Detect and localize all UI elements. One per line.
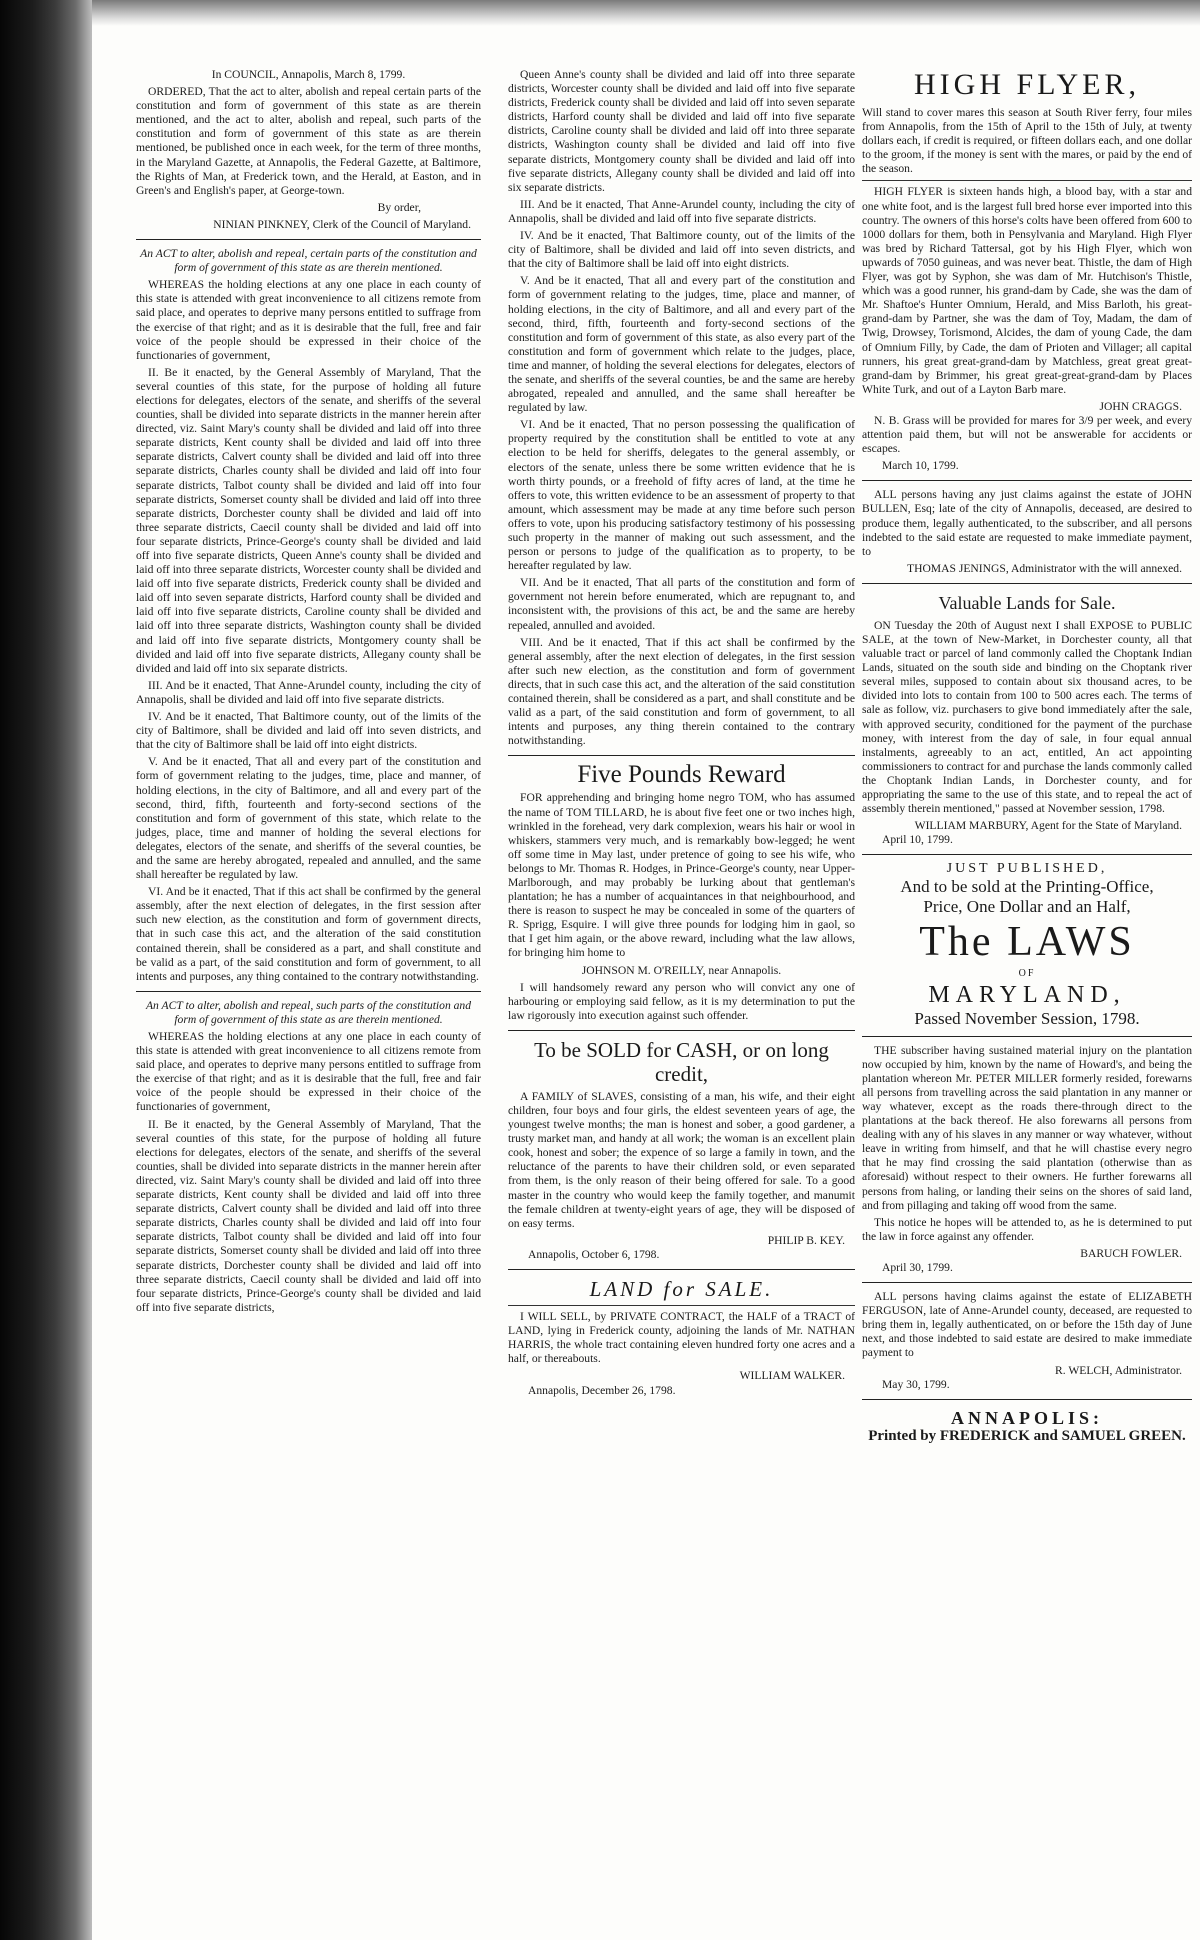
high-flyer-signature: JOHN CRAGGS. xyxy=(1099,399,1182,413)
sale-text: A FAMILY of SLAVES, consisting of a man, his wife, and their eight children, four boys and four girls, the eldest seventeen years of age, the youngest twelve months; the man is honest and sober, a good gardener, a trusty market man, and handy at all work; the woman is an excellent plain cook, honest and sober; the expence of so large a family in town, and the reluctance of the parents to have their children sold, or even separated from them, is the only reason of their being offered for sale. To a good master in the country who would keep the family together, and manumit the female children at twenty-eight years of age, they will be disposed of on easy terms. xyxy=(508,1089,855,1230)
divider xyxy=(136,239,481,240)
ferguson-date: May 30, 1799. xyxy=(882,1377,950,1391)
section-7: VII. And be it enacted, That all parts of the constitution and form of government not herein before enumerated, which are repugnant to, and inconsistent with, the provisions of this act, be and the same are hereby repealed, annulled and avoided. xyxy=(508,576,855,632)
by-order: By order, xyxy=(377,200,421,214)
divider xyxy=(862,480,1192,481)
act1-section-3: III. And be it enacted, That Anne-Arundel county, including the city of Annapolis, shall be divided and laid off into five separate districts. xyxy=(136,678,481,706)
sale-date: Annapolis, October 6, 1798. xyxy=(528,1247,660,1261)
column-right xyxy=(862,68,1192,1443)
maryland-title: MARYLAND, xyxy=(928,981,1126,1008)
fowler-date: April 30, 1799. xyxy=(882,1261,953,1274)
page-binding-shadow xyxy=(0,0,92,1940)
reward-signature: JOHNSON M. O'REILLY, near Annapolis. xyxy=(581,963,782,977)
divider xyxy=(862,1036,1192,1037)
land-title: LAND for SALE. xyxy=(589,1277,774,1302)
divider xyxy=(862,854,1192,855)
land-signature: WILLIAM WALKER. xyxy=(739,1369,845,1383)
valuable-lands-title: Valuable Lands for Sale. xyxy=(938,592,1116,613)
section-6: VI. And be it enacted, That no person possessing the qualification of property required by the constitution shall be entitled to vote at any election to be held for sheriffs, delegates to the general assembly, or electors of the senate, unless there be some written evidence that he is worth thirty pounds, or a freehold of fifty acres of land, at the time he offers to vote, this written evidence to be an assessment of property to that amount, which assessment may be made at any time before such person offers to vote, upon his producing satisfactory testimony of his possessing such property in the manner of making out such assessment, and the person or persons to judge of the qualification as to property, to be hereafter regulated by law. xyxy=(508,418,855,573)
divider xyxy=(136,991,481,992)
price-line: Price, One Dollar and an Half, xyxy=(923,896,1131,916)
act1-section-4: IV. And be it enacted, That Baltimore county, out of the limits of the city of Baltimore, shall be divided and laid off into seven districts, and that the city of Baltimore shall be laid off into eight districts. xyxy=(136,710,481,752)
divider xyxy=(862,180,1192,181)
divider xyxy=(508,755,855,756)
act1-section-6: VI. And be it enacted, That if this act shall be confirmed by the general assembly, after the next election of delegates, in the first session after such new election, as the constitution and form of government directs, that in such case this act, and the alteration of the said constitution contained therein, shall be considered as a part, and shall constitute and be valid as a part, of the said constitution and form of government, to all intents and purposes, any thing contained to the contrary notwithstanding. xyxy=(136,885,481,983)
council-order: ORDERED, That the act to alter, abolish and repeal certain parts of the constitution and form of government of this state as are therein mentioned, and the act to alter, abolish and repeal, such parts of the constitution and form of government of this state as are therein mentioned, be published once in each week, for the term of three months, in the Maryland Gazette, at Annapolis, the Federal Gazette, at Baltimore, the Rights of Man, at Frederick town, and the Herald, at Easton, and in Green's and English's paper, at George-town. xyxy=(136,85,481,197)
column-left xyxy=(136,68,481,1318)
act1-section-2: II. Be it enacted, by the General Assembly of Maryland, That the several counties of this state, for the purpose of holding all future elections for delegates, electors of the senate, and sheriffs of the several counties, shall be divided into separate districts in the manner herein after directed, viz. Saint Mary's county shall be divided and laid off into three separate districts, Kent county shall be divided and laid off into three separate districts, Calvert county shall be divided and laid off into three separate districts, Charles county shall be divided and laid off into four separate districts, Talbot county shall be divided and laid off into four separate districts, Somerset county shall be divided and laid off into three separate districts, Dorchester county shall be divided and laid off into three separate districts, Caecil county shall be divided and laid off into four separate districts, Prince-George's county shall be divided and laid off into five separate districts, Queen Anne's county shall be divided and laid off into three separate districts, Worcester county shall be divided and laid off into five separate districts, Frederick county shall be divided and laid off into seven separate districts, Harford county shall be divided and laid off into five separate districts, Caroline county shall be divided and laid off into three separate districts, Washington county shall be divided and laid off into five separate districts, Montgomery county shall be divided and laid off into five separate districts, Allegany county shall be divided and laid off into six separate districts. xyxy=(136,365,481,675)
imprint-title: ANNAPOLIS: xyxy=(950,1407,1103,1428)
divider xyxy=(862,1282,1192,1283)
high-flyer-nb: N. B. Grass will be provided for mares for 3/9 per week, and every attention paid them, but will not be answerable for accidents or escapes. xyxy=(862,413,1192,456)
just-published: JUST PUBLISHED, xyxy=(946,861,1108,877)
act1-section-5: V. And be it enacted, That all and every part of the constitution and form of government relating to the judges, time, place and manner, of holding elections, in the city of Baltimore, and all and every part of the second, third, fifth, fourteenth and forty-second sections of the constitution and form of government of this state, which relate to the judges, place, time and manner of holding the several elections for delegates, electors of the senate, and sheriffs of the several counties, be and the same are hereby abrogated, repealed and annulled, and the same shall hereafter be regulated by law. xyxy=(136,755,481,882)
section-3: III. And be it enacted, That Anne-Arundel county, including the city of Annapolis, shall be divided and laid off into five separate districts. xyxy=(508,197,855,225)
reward-text: FOR apprehending and bringing home negro TOM, who has assumed the name of TOM TILLARD, he is about five feet one or two inches high, wrinkled in the forehead, very dark complexion, wears his hair or wool in whiskers, stammers very much, and is remarkably bow-legged; he went off some time in May last, under pretence of going to see his wife, who belongs to Mr. Thomas R. Hodges, in Prince-George's county, near Upper-Marlborough, and may probably be lurking about that gentleman's plantation; he has a number of acquaintances in that neighbourhood, and there is reason to suspect he may be concealed in some of the quarters of R. Sprigg, Esquire. I will give three pounds for lodging him in gaol, so that I get him again, or the above reward, including what the law allows, for bringing him home to xyxy=(508,791,855,960)
valuable-lands-date: April 10, 1799. xyxy=(882,833,953,847)
divider xyxy=(508,1030,855,1031)
high-flyer-text: HIGH FLYER is sixteen hands high, a blood bay, with a star and one white foot, and is the largest full bred horse ever imported into this country. The owners of this horse's colts have been offered from 600 to 1000 dollars for them, both in Pensylvania and Maryland. High Flyer was bred by Richard Tattersal, got by his High Flyer, which won upwards of 7050 guineas, and was never beat. Thistle, the dam of High Flyer, was got by Syphon, she was dam of Mr. Hutchison's Thistle, which was a good runner, his grand-dam by Cade, she was the dam of Mr. Shaftoe's Hunter Omnium, Herald, and Miss Barloth, his great-grand-dam by Partner, she was the dam of Toy, Madam, the dam of Twig, Drowsey, Torismond, Alcides, the dam of young Cade, the dam of Omnium Filly, by Cade, the dam of Prioten and Villager; all capital runners, his great great-grand-dam by Matchless, great great great-grand-dam by Brimmer, his great great-great-grand-dam by Places White Turk, and out of a Layton Barb mare. xyxy=(862,185,1192,396)
council-header: In COUNCIL, Annapolis, March 8, 1799. xyxy=(211,68,406,81)
ferguson-signature: R. WELCH, Administrator. xyxy=(1055,1363,1182,1377)
bullen-notice: ALL persons having any just claims against the estate of JOHN BULLEN, Esq; late of the city of Annapolis, deceased, are desired to produce them, legally authenticated, to the subscriber, and all persons indebted to the said estate are requested to make immediate payment, to xyxy=(862,488,1192,558)
fowler-notice: THE subscriber having sustained material injury on the plantation now occupied by him, known by the name of Howard's, and being the plantation whereon Mr. PETER MILLER formerly resided, forewarns all persons from travelling across the said plantation in any manner or way whatever, except as the roads there-through direct to the plantations at the back thereof. He also forewarns all persons from dealing with any of his slaves in any manner or way whatever, without leave in writing from himself, and that he will chastise every negro that he may find crossing the said plantation (otherwise than as aforesaid) without respect to their owners. He further forewarns all persons from haling, or landing their seins on the shores of said land, and from pillaging and taking off wood from the same. xyxy=(862,1043,1192,1212)
fowler-note: This notice he hopes will be attended to, as he is determined to put the law in force against any offender. xyxy=(862,1215,1192,1243)
act1-preamble: WHEREAS the holding elections at any one place in each county of this state is attended with great inconvenience to all citizens remote from said place, and operates to deprive many persons entitled to suffrage from the exercise of that right; and as it is desirable that the full, free and fair voice of the people should be expressed in their choice of the functionaries of government, xyxy=(136,278,481,362)
divider xyxy=(862,1399,1192,1400)
ferguson-notice: ALL persons having claims against the estate of ELIZABETH FERGUSON, late of Anne-Arundel county, deceased, are requested to bring them in, legally authenticated, on or before the 15th day of June next, and those indebted to said estate are desired to make immediate payment to xyxy=(862,1290,1192,1360)
valuable-lands-text: ON Tuesday the 20th of August next I shall EXPOSE to PUBLIC SALE, at the town of New-Market, in Dorchester county, all that valuable tract or parcel of land commonly called the Choptank Indian Lands, situated on the south side and binding on the Choptank river several miles, supposed to contain about six thousand acres, to be divided into lots to contain from 100 to 500 acres each. The terms of sale as follow, viz. purchasers to give bond immediately after the sale, with approved security, conditioned for the payment of the purchase money, with interest from the day of sale, in four equal annual instalments, agreeably to an act, entitled, An act appointing commissioners to contract for and purchase the lands commonly called the Choptank Indian Lands, in Dorchester county, and for appropriating the same to the use of this state, and to repeal the act of assembly therein mentioned," passed at November session, 1798. xyxy=(862,618,1192,816)
printing-office-line: And to be sold at the Printing-Office, xyxy=(900,876,1154,896)
act-continued: Queen Anne's county shall be divided and laid off into three separate districts, Worcester county shall be divided and laid off into five separate districts, Frederick county shall be divided and laid off into seven separate districts, Harford county shall be divided and laid off into five separate districts, Caroline county shall be divided and laid off into three separate districts, Washington county shall be divided and laid off into five separate districts, Montgomery county shall be divided and laid off into five separate districts, Allegany county shall be divided and laid off into six separate districts. xyxy=(508,68,855,194)
reward-note: I will handsomely reward any person who will convict any one of harbouring or employing said fellow, as it is my determination to put the law rigorously into execution against such offender. xyxy=(508,980,855,1022)
laws-title: The LAWS xyxy=(919,918,1135,965)
imprint-printer: Printed by FREDERICK and SAMUEL GREEN. xyxy=(868,1427,1186,1444)
bullen-signature: THOMAS JENINGS, Administrator with the will annexed. xyxy=(906,561,1182,575)
reward-title: Five Pounds Reward xyxy=(577,761,786,789)
sale-title: To be SOLD for CASH, or on long credit, xyxy=(534,1037,829,1086)
section-5: V. And be it enacted, That all and every part of the constitution and form of government relating to the judges, time, place and manner, of holding elections, in the city of Baltimore, and all and every part of the second, third, fifth, fourteenth and forty-second sections of the constitution and form of government of this state, as also every part of the constitution and form of government which relate to the judges, place, time and manner, of holding the several elections for delegates, electors of the senate, and sheriffs of the several counties, be and the same are hereby abrogated, repealed and annulled, and the same shall hereafter be regulated by law. xyxy=(508,274,855,415)
high-flyer-title: HIGH FLYER, xyxy=(914,68,1140,101)
section-8: VIII. And be it enacted, That if this act shall be confirmed by the general assembly, after the next election of delegates, in the first session after such new election, as the constitution and form of government directs, that in such case this act, and the alteration of the said constitution contained therein, shall be considered as a part, and shall constitute and be valid as a part, of the said constitution and form of government, to all intents and purposes, any thing therein contained to the contrary notwithstanding. xyxy=(508,635,855,748)
high-flyer-date: March 10, 1799. xyxy=(882,459,959,473)
act2-section-2: II. Be it enacted, by the General Assembly of Maryland, That the several counties of this state, for the purpose of holding all future elections for delegates, electors of the senate, and sheriffs of the several counties, shall be divided into separate districts in the manner herein after directed, viz. Saint Mary's county shall be divided and laid off into three separate districts, Kent county shall be divided and laid off into three separate districts, Calvert county shall be divided and laid off into three separate districts, Charles county shall be divided and laid off into four separate districts, Talbot county shall be divided and laid off into four separate districts, Somerset county shall be divided and laid off into three separate districts, Dorchester county shall be divided and laid off into three separate districts, Caecil county shall be divided and laid off into four separate districts, Prince-George's county shall be divided and laid off into five separate districts, xyxy=(136,1117,481,1314)
page-top-shadow xyxy=(92,0,1200,26)
divider xyxy=(508,1269,855,1270)
session-line: Passed November Session, 1798. xyxy=(914,1008,1140,1028)
valuable-lands-signature: WILLIAM MARBURY, Agent for the State of Maryland. xyxy=(914,819,1182,833)
column-middle xyxy=(508,68,855,1401)
high-flyer-intro: Will stand to cover mares this season at South River ferry, four miles from Annapolis, from the 15th of April to the 15th of July, at twenty dollars each, if credit is required, or fifteen dollars each, and one dollar to the groom, if the money is sent with the mares, or paid by the end of the season. xyxy=(862,106,1192,176)
divider xyxy=(862,583,1192,584)
land-text: I WILL SELL, by PRIVATE CONTRACT, the HALF of a TRACT of LAND, lying in Frederick county, adjoining the lands of Mr. NATHAN HARRIS, the whole tract containing eleven hundred forty one acres and a half, or thereabouts. xyxy=(508,1310,855,1366)
section-4: IV. And be it enacted, That Baltimore county, out of the limits of the city of Baltimore, shall be divided and laid off into seven districts, and that the city of Baltimore shall be laid off into eight districts. xyxy=(508,229,855,271)
fowler-signature: BARUCH FOWLER. xyxy=(1080,1246,1182,1260)
act2-preamble: WHEREAS the holding elections at any one place in each county of this state is attended with great inconvenience to all citizens remote from said place, and operates to deprive many persons entitled to suffrage from the exercise of that right; and as it is desirable that the full, free and fair voice of the people should be expressed in their choice of the functionaries of government, xyxy=(136,1030,481,1114)
act1-title: An ACT to alter, abolish and repeal, certain parts of the constitution and form of government of this state as are therein mentioned. xyxy=(140,247,477,275)
of-line: OF xyxy=(1018,967,1036,979)
act2-title: An ACT to alter, abolish and repeal, such parts of the constitution and form of government of this state as are therein mentioned. xyxy=(145,998,472,1026)
sale-signature: PHILIP B. KEY. xyxy=(767,1233,845,1247)
clerk-signature: NINIAN PINKNEY, Clerk of the Council of Maryland. xyxy=(213,217,471,231)
divider xyxy=(508,1305,855,1306)
land-date: Annapolis, December 26, 1798. xyxy=(528,1383,676,1397)
